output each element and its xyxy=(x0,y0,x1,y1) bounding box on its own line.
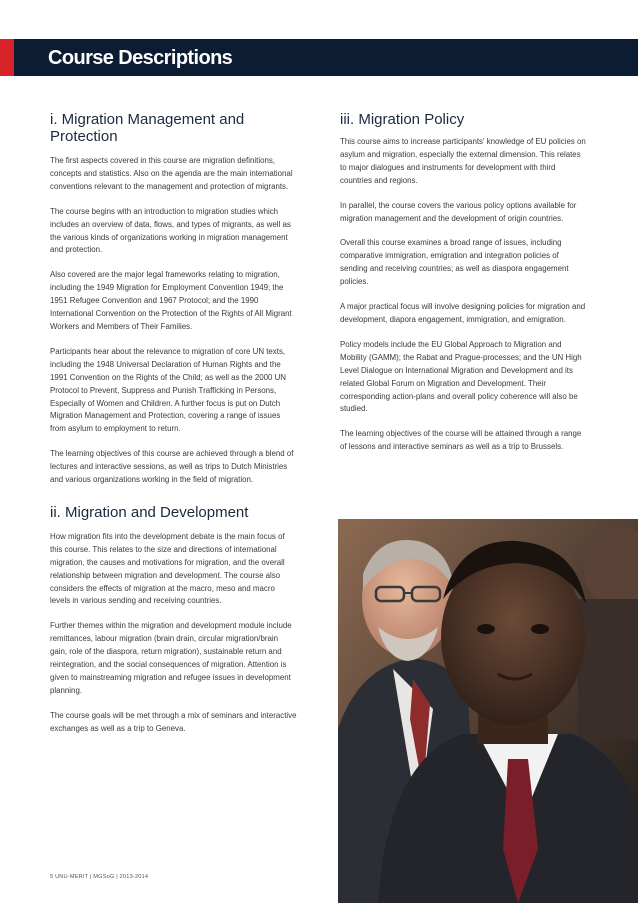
section1-paragraph: The learning objectives of this course are achieved through a blend of lectures and interactive sessions, as well as trips to Dutch Ministries and various organizations working in the field of migration. xyxy=(50,449,294,485)
participants-photo xyxy=(338,519,638,903)
section1-paragraph: Also covered are the major legal frameworks relating to migration, including the 1949 Migration for Employment Convention 1949; the 1951 Refugee Convention and 1967 Protocol; and the 1990 International Convention on the Protection of the Rights of All Migrant Workers and Members of Their Families. xyxy=(50,270,292,331)
page-footer: 5 UNU-MERIT | MGSoG | 2013-2014 xyxy=(50,874,149,880)
section2-paragraph: Further themes within the migration and development module include remittances, labour migration (brain drain, circular migration/brain gain, role of the diaspora, return migration), sustainable return and reintegration, and the social consequences of migration. Attention is given to mainstreaming migration and refugee issues in development planning. xyxy=(50,621,292,695)
section2-paragraph: The course goals will be met through a mix of seminars and interactive exchanges as well as a trip to Geneva. xyxy=(50,710,297,733)
left-column xyxy=(50,111,297,748)
section-title-migration-development: ii. Migration and Development xyxy=(50,503,249,521)
section1-paragraph: Participants hear about the relevance to migration of core UN texts, including the 1948 Universal Declaration of Human Rights and the 1991 Convention on the Rights of the Child; as well as the 2000 UN Protocol to Prevent, Suppress and Punish Trafficking in Persons, Especially of Women and Children. A further focus is put on Dutch Migration Management and Protection, covering a range of issues from asylum to employment to return. xyxy=(50,346,286,434)
section1-paragraph: The course begins with an introduction to migration studies which includes an overview of data, flows, and types of migrants, as well as the various kinds of organizations working in migration management and protection. xyxy=(50,206,291,255)
section-title-migration-management: i. Migration Management and Protection xyxy=(50,111,245,145)
section3-paragraph: Overall this course examines a broad range of issues, including comparative immigration, emigration and integration policies of sending and receiving countries; as well as diaspora engagement policies. xyxy=(340,238,569,287)
section3-paragraph: Policy models include the EU Global Approach to Migration and Mobility (GAMM); the Rabat and Prague-processes; and the UN High Level Dialogue on International Migration and Development and its related Global Forum on Migration and Development. Their corresponding action-plans and overall policy coherence will also be studied. xyxy=(340,339,582,414)
section2-paragraph: How migration fits into the development debate is the main focus of this course. This relates to the size and directions of international migration, the causes and motivations for migration, and the overall relationship between migration and development. The course also considers the effects of migration at the macro, meso and macro levels in various sending and receiving countries. xyxy=(50,531,285,606)
section3-paragraph: This course aims to increase participants' knowledge of EU policies on asylum and migration, especially the external dimension. This relates to major dialogues and instruments for development with third countries and regions. xyxy=(340,137,586,185)
right-column xyxy=(340,111,587,466)
section1-paragraph: The first aspects covered in this course are migration definitions, concepts and statistics. Also on the agenda are the main international conventions relevant to the management and protection of migrants. xyxy=(50,156,293,191)
section3-paragraph: The learning objectives of the course will be attained through a range of lessons and interactive seminars as well as a trip to Brussels. xyxy=(340,429,582,452)
section3-paragraph: A major practical focus will involve designing policies for migration and development, diapora engagement, immigration, and emigration. xyxy=(340,302,586,324)
page-title: Course Descriptions xyxy=(48,47,233,69)
banner-accent-bar xyxy=(0,39,14,76)
section3-paragraph: In parallel, the course covers the various policy options available for migration management and the development of origin countries. xyxy=(340,200,577,223)
header-banner xyxy=(0,39,638,76)
section-title-migration-policy: iii. Migration Policy xyxy=(340,111,465,128)
photo-illustration xyxy=(338,519,638,903)
